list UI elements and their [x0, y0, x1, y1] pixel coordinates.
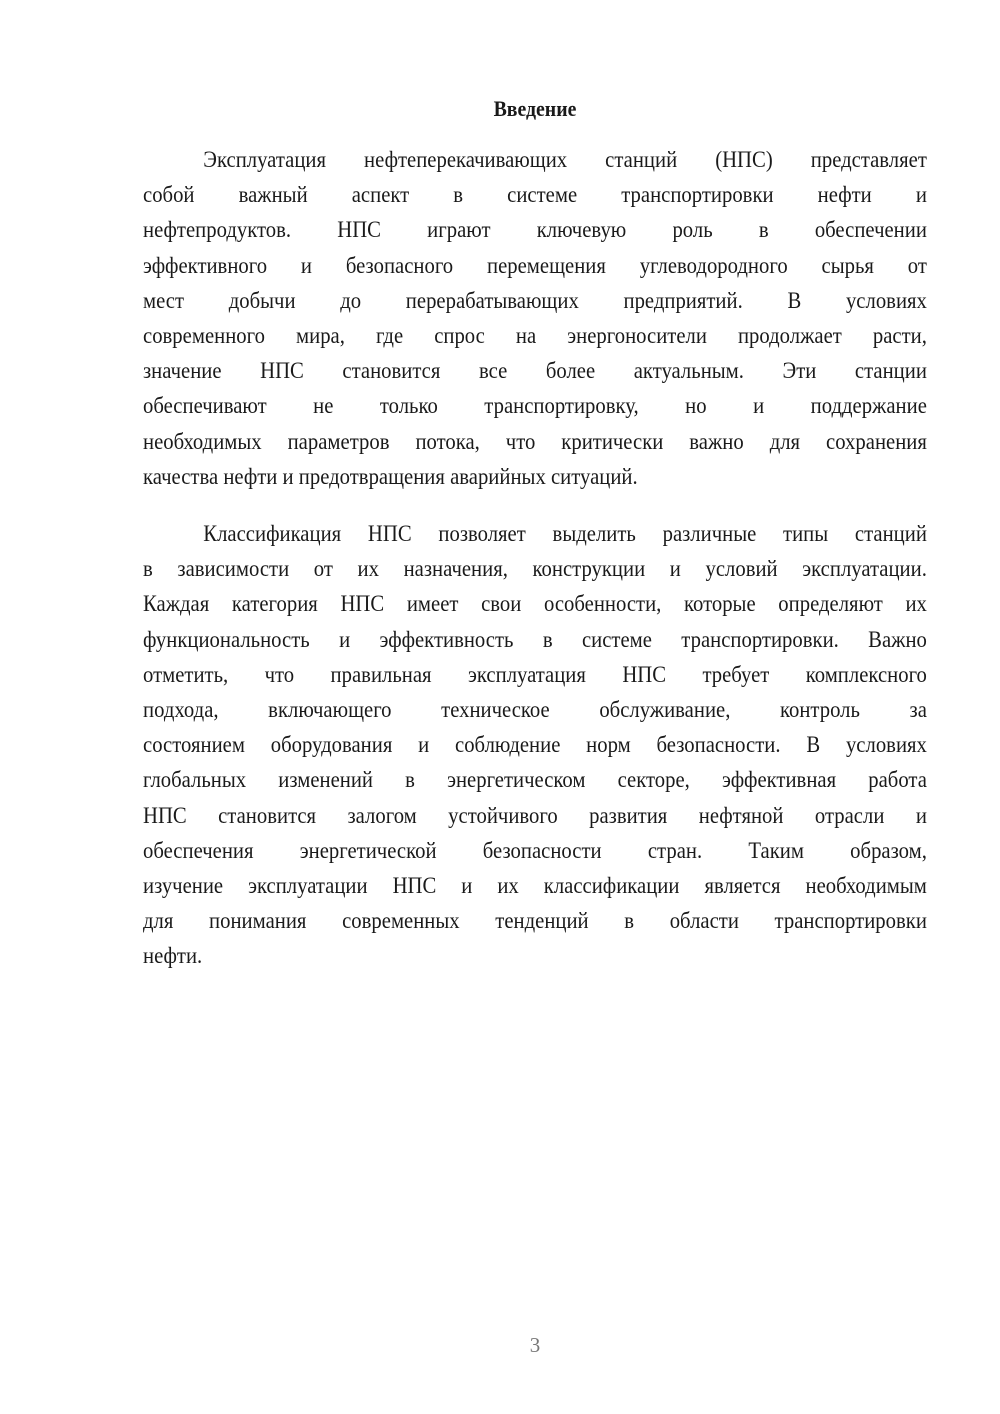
text-line: состоянием оборудования и соблюдение норм безопасности. В условиях	[143, 732, 927, 758]
text-line: необходимых параметров потока, что критически важно для сохранения	[143, 428, 927, 454]
text-line: подхода, включающего техническое обслуживание, контроль за	[143, 696, 927, 722]
text-line: в зависимости от их назначения, конструкции и условий эксплуатации.	[143, 556, 927, 582]
text-line: эффективного и безопасного перемещения углеводородного сырья от	[143, 252, 927, 278]
text-line: обеспечения энергетической безопасности стран. Таким образом,	[143, 837, 927, 863]
text-line: нефти.	[143, 943, 203, 969]
text-line: Каждая категория НПС имеет свои особенности, которые определяют их	[143, 591, 927, 617]
text-line: нефтепродуктов. НПС играют ключевую роль в обеспечении	[143, 217, 927, 243]
page-number: 3	[529, 1333, 541, 1357]
text-line: отметить, что правильная эксплуатация НПС требует комплексного	[143, 661, 927, 687]
text-line: Классификация НПС позволяет выделить различные типы станций	[203, 521, 927, 546]
paragraph-2	[143, 516, 1000, 973]
text-line: обеспечивают не только транспортировку, но и поддержание	[143, 393, 927, 419]
section-title: Введение	[493, 96, 577, 121]
text-line: качества нефти и предотвращения аварийных ситуаций.	[143, 463, 638, 489]
text-line: для понимания современных тенденций в области транспортировки	[143, 908, 927, 934]
text-line: изучение эксплуатации НПС и их классификации является необходимым	[143, 872, 927, 898]
text-line: собой важный аспект в системе транспортировки нефти и	[143, 182, 927, 208]
text-line: значение НПС становится все более актуальным. Эти станции	[143, 358, 927, 384]
text-line: функциональность и эффективность в системе транспортировки. Важно	[143, 626, 927, 652]
text-line: глобальных изменений в энергетическом секторе, эффективная работа	[143, 767, 927, 793]
text-line: НПС становится залогом устойчивого развития нефтяной отрасли и	[143, 802, 927, 828]
text-line: современного мира, где спрос на энергоносители продолжает расти,	[143, 322, 927, 348]
paragraph-1	[143, 142, 1000, 494]
text-line: Эксплуатация нефтеперекачивающих станций (НПС) представляет	[203, 147, 927, 172]
text-line: мест добычи до перерабатывающих предприятий. В условиях	[143, 287, 927, 313]
